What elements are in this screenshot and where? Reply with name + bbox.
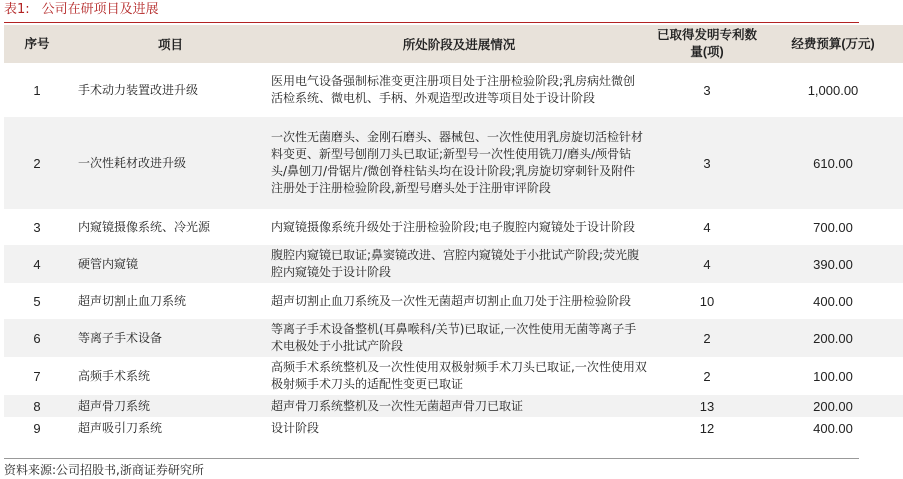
source-note <box>4 458 859 479</box>
cell-no: 8 <box>4 395 70 417</box>
cell-patents: 12 <box>651 417 763 439</box>
cell-patents: 3 <box>651 63 763 117</box>
projects-table <box>4 25 903 439</box>
cell-name: 手术动力装置改进升级 <box>70 63 267 117</box>
cell-no: 4 <box>4 245 70 283</box>
cell-no: 6 <box>4 319 70 357</box>
cell-name: 超声吸引刀系统 <box>70 417 267 439</box>
cell-budget: 1,000.00 <box>763 63 903 117</box>
cell-patents: 4 <box>651 245 763 283</box>
cell-desc: 设计阶段 <box>267 417 651 439</box>
header-budget: 经费预算(万元) <box>763 25 903 63</box>
cell-name: 一次性耗材改进升级 <box>70 117 267 209</box>
table-row <box>4 245 903 283</box>
cell-desc: 超声切割止血刀系统及一次性无菌超声切割止血刀处于注册检验阶段 <box>267 283 651 319</box>
table-row <box>4 357 903 395</box>
cell-name: 硬管内窥镜 <box>70 245 267 283</box>
cell-patents: 3 <box>651 117 763 209</box>
table-row <box>4 283 903 319</box>
cell-desc: 超声骨刀系统整机及一次性无菌超声骨刀已取证 <box>267 395 651 417</box>
cell-budget: 700.00 <box>763 209 903 245</box>
cell-desc: 内窥镜摄像系统升级处于注册检验阶段;电子腹腔内窥镜处于设计阶段 <box>267 209 651 245</box>
cell-no: 1 <box>4 63 70 117</box>
header-no: 序号 <box>4 25 70 63</box>
cell-name: 高频手术系统 <box>70 357 267 395</box>
table-caption <box>4 0 859 23</box>
cell-name: 内窥镜摄像系统、冷光源 <box>70 209 267 245</box>
cell-name: 等离子手术设备 <box>70 319 267 357</box>
cell-desc: 腹腔内窥镜已取证;鼻窦镜改进、宫腔内窥镜处于小批试产阶段;荧光腹腔内窥镜处于设计阶段 <box>267 245 651 283</box>
cell-budget: 200.00 <box>763 395 903 417</box>
header-patents: 已取得发明专利数量(项) <box>651 25 763 63</box>
cell-patents: 13 <box>651 395 763 417</box>
cell-patents: 2 <box>651 319 763 357</box>
cell-patents: 4 <box>651 209 763 245</box>
cell-desc: 等离子手术设备整机(耳鼻喉科/关节)已取证,一次性使用无菌等离子手术电极处于小批试产阶段 <box>267 319 651 357</box>
cell-budget: 100.00 <box>763 357 903 395</box>
table-header-row <box>4 25 903 63</box>
cell-budget: 400.00 <box>763 417 903 439</box>
cell-budget: 610.00 <box>763 117 903 209</box>
cell-budget: 200.00 <box>763 319 903 357</box>
source-label: 资料来源: <box>4 463 57 477</box>
table-row <box>4 63 903 117</box>
caption-label: 表1: <box>4 2 30 17</box>
cell-no: 9 <box>4 417 70 439</box>
cell-no: 2 <box>4 117 70 209</box>
table-row <box>4 319 903 357</box>
caption-title: 公司在研项目及进展 <box>41 2 159 17</box>
table-row <box>4 117 903 209</box>
header-name: 项目 <box>70 25 267 63</box>
table-row <box>4 417 903 439</box>
table-row <box>4 209 903 245</box>
cell-no: 7 <box>4 357 70 395</box>
cell-desc: 高频手术系统整机及一次性使用双极射频手术刀头已取证,一次性使用双极射频手术刀头的适配性变更已取证 <box>267 357 651 395</box>
cell-no: 5 <box>4 283 70 319</box>
table-row <box>4 395 903 417</box>
cell-patents: 2 <box>651 357 763 395</box>
cell-no: 3 <box>4 209 70 245</box>
source-text: 公司招股书,浙商证券研究所 <box>56 463 204 477</box>
cell-desc: 医用电气设备强制标准变更注册项目处于注册检验阶段;乳房病灶微创活检系统、微电机、手柄、外观造型改进等项目处于设计阶段 <box>267 63 651 117</box>
cell-name: 超声骨刀系统 <box>70 395 267 417</box>
cell-name: 超声切割止血刀系统 <box>70 283 267 319</box>
cell-budget: 390.00 <box>763 245 903 283</box>
cell-desc: 一次性无菌磨头、金刚石磨头、器械包、一次性使用乳房旋切活检针材料变更、新型号刨削刀头已取证;新型号一次性使用铣刀/磨头/颅骨钻头/鼻刨刀/骨锯片/微创脊柱钻头均在设计阶段;乳房旋切穿刺针及附件注册处于注册检验阶段,新型号磨头处于注册审评阶段 <box>267 117 651 209</box>
cell-patents: 10 <box>651 283 763 319</box>
cell-budget: 400.00 <box>763 283 903 319</box>
header-desc: 所处阶段及进展情况 <box>267 25 651 63</box>
